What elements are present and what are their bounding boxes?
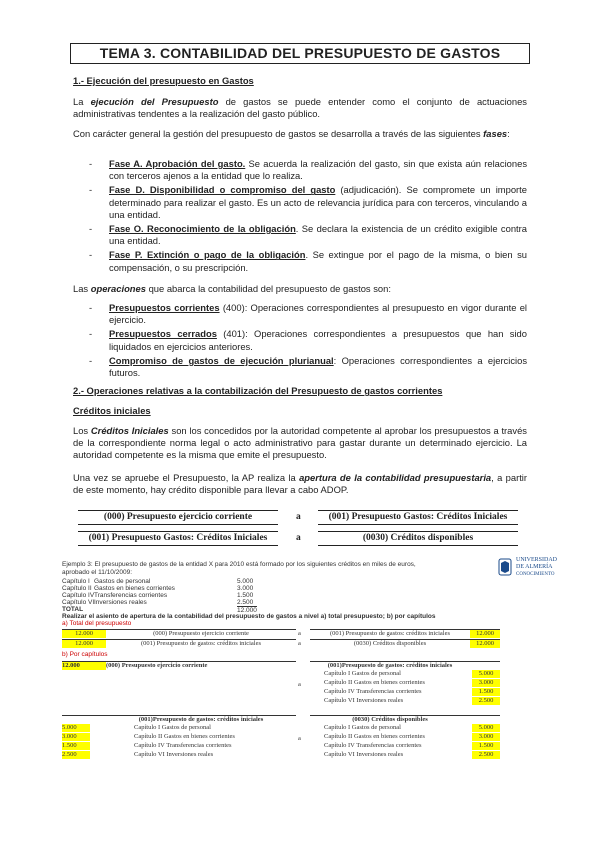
list-item: - Fase O. Reconocimiento de la obligación. Se declara la existencia de un crédito exigible contra una entidad. — [73, 223, 527, 247]
capitulo-row: Capítulo I — [62, 578, 90, 585]
entry-2-debit: (001) Presupuesto Gastos: Créditos Iniciales — [78, 531, 278, 546]
part-a-label: a) Total del presupuesto — [62, 620, 132, 627]
capitulo-row: Capítulo II — [62, 585, 92, 592]
capitulo-row: Capítulo VI — [62, 599, 95, 606]
total-value: 12.000 — [237, 607, 257, 614]
capitulo-row: Capítulo IV — [62, 592, 95, 599]
example-intro: Ejemplo 3: El presupuesto de gastos de la entidad X para 2010 está formado por los siguientes créditos en miles de euros, aprobado el 11/10/2009: — [62, 561, 416, 576]
part-a-table: 12.000 (000) Presupuesto ejercicio corriente a (001) Presupuesto de gastos: créditos iniciales 12.000 12.000 (001) Presupuesto de gastos: créditos iniciales a (0030) Créditos disponibles 12.000 — [62, 629, 542, 649]
list-item: - Presupuestos corrientes (400): Operaciones correspondientes al presupuesto en vigor durante el ejercicio. — [73, 302, 527, 326]
section-2-heading: 2.- Operaciones relativas a la contabilización del Presupuesto de gastos corrientes — [73, 385, 443, 396]
logo-line-1: UNIVERSIDAD — [516, 557, 557, 563]
section-1-paragraph-3: Las operaciones que abarca la contabilidad del presupuesto de gastos son: — [73, 283, 391, 294]
section-2-paragraph-1: Los Créditos Iniciales son los concedidos por la autoridad competente al aprobar los presupuestos a través de la correspondiente norma legal o acto administrativo para gastar durante un determinado ejercicio. La autoridad competente es la misma que emite el presupuesto. — [73, 425, 527, 461]
list-item: - Fase P. Extinción o pago de la obligación. Se extingue por el pago de la misma, o bien su compensación, o su prescripción. — [73, 249, 527, 273]
entry-2-connector: a — [296, 533, 301, 543]
example-instruction: Realizar el asiento de apertura de la contabilidad del presupuesto de gastos a nivel a) total presupuesto; b) por capítulos — [62, 613, 436, 620]
part-b-entry-1: 12.000 (000) Presupuesto ejercicio corriente a (001)Presupuesto de gastos: créditos iniciales Capítulo I Gastos de personal 5.000 Capítulo II Gastos en bienes corrientes 3.000 Capítulo IV Transferencias corrientes 1.500 Capítulo VI Inversiones reales 2.500 — [62, 661, 542, 711]
university-logo — [498, 556, 570, 582]
logo-line-2: DE ALMERÍA — [516, 563, 553, 570]
section-1-paragraph-1: La ejecución del Presupuesto de gastos se puede entender como el conjunto de actuaciones administrativas tendentes a la realización del gasto público. — [73, 96, 527, 120]
list-item: - Presupuestos cerrados (401): Operaciones correspondientes a presupuestos que han sido liquidados en ejercicios anteriores. — [73, 328, 527, 352]
part-b-entry-2: (001)Presupuesto de gastos: créditos iniciales a (0030) Créditos disponibles 5.000 Capítulo I Gastos de personal Capítulo I Gastos de personal 5.000 3.000 Capítulo II Gastos en bienes corrientes Capítulo II Gastos en bienes corrientes 3.000 1.500 Capítulo IV Transferencias corrientes Capítulo IV Transferencias corrientes 1.500 2.500 Capítulo VI Inversiones reales Capítulo VI Inversiones reales 2.500 — [62, 715, 542, 765]
part-b-label: b) Por capítulos — [62, 651, 108, 658]
list-item: - Fase D. Disponibilidad o compromiso del gasto (adjudicación). Se compromete un importe determinado para realizar el gasto. Es un acto de relevancia jurídica para con terceros, vinculando a una entidad. — [73, 184, 527, 221]
list-item: - Fase A. Aprobación del gasto. Se acuerda la realización del gasto, sin que exista aún relaciones con terceros ajenos a la entidad que lo realiza. — [73, 158, 527, 182]
entry-1-debit: (000) Presupuesto ejercicio corriente — [78, 510, 278, 525]
total-label: TOTAL — [62, 606, 84, 613]
university-seal-icon — [498, 558, 512, 576]
logo-line-3: CONOCIMIENTO — [516, 572, 555, 577]
list-item: - Compromiso de gastos de ejecución plurianual: Operaciones correspondientes a ejercicios futuros. — [73, 355, 527, 379]
entry-2-credit: (0030) Créditos disponibles — [318, 531, 518, 546]
operaciones-list — [73, 302, 527, 381]
section-2-subheading: Créditos iniciales — [73, 405, 151, 416]
section-2-paragraph-2: Una vez se apruebe el Presupuesto, la AP realiza la apertura de la contabilidad presupuestaria, a partir de este momento, hay crédito disponible para llevar a cabo ADOP. — [73, 472, 527, 496]
document-title: TEMA 3. CONTABILIDAD DEL PRESUPUESTO DE GASTOS — [70, 43, 530, 64]
entry-1-connector: a — [296, 512, 301, 522]
section-1-heading: 1.- Ejecución del presupuesto en Gastos — [73, 75, 254, 86]
entry-1-credit: (001) Presupuesto Gastos: Créditos Iniciales — [318, 510, 518, 525]
section-1-paragraph-2: Con carácter general la gestión del presupuesto de gastos se desarrolla a través de las siguientes fases: — [73, 128, 510, 139]
fases-list — [73, 158, 527, 276]
example-3-figure: Ejemplo 3: El presupuesto de gastos de la entidad X para 2010 está formado por los siguientes créditos en miles de euros, aprobado el 11/10/2009: UNIVERSIDAD DE ALMERÍA CONOCIMIENTO Capítulo I Gastos de personal 5.000 Capítulo II Gastos en bienes corrientes 3.000 Capítulo IV Transferencias corrientes 1.500 Capítulo VI Inversiones reales 2.500 TOTAL 12.000 Realizar el asiento de apertura de la contabilidad del presupuesto de gastos a nivel a) total presupuesto; b) por capítulos a) Total del presupuesto 12.000 (000) Presupuesto ejercicio corriente a (001) Presupuesto de gastos: créditos iniciales 12.000 12.000 (001) Presupuesto de gastos: créditos iniciales a (0030) Créditos disponibles 12.000 b) Por capítulos 12.000 (000) Presupuesto ejercicio corriente a (001)Presupuesto de gastos: créditos iniciales Capítulo I Gastos de personal 5.000 Capítulo II Gastos en bienes corrientes 3.000 Capítulo IV Transferencias corrientes 1.500 Capítulo VI Inversiones reales 2.500 (001)Presupuesto de gastos: créditos iniciales a (0030) Créditos disponibles 5.000 Capítulo I Gastos de personal Capítulo I Gastos de personal 5.000 3.000 Capítulo II Gastos en bienes corrientes Capítulo II Gastos en bienes corrientes 3.000 1.500 Capítulo IV Transferencias corrientes Capítulo IV Transferencias corrientes 1.500 2.500 Capítulo VI Inversiones reales Capítulo VI Inversiones reales 2.500 — [62, 553, 542, 768]
